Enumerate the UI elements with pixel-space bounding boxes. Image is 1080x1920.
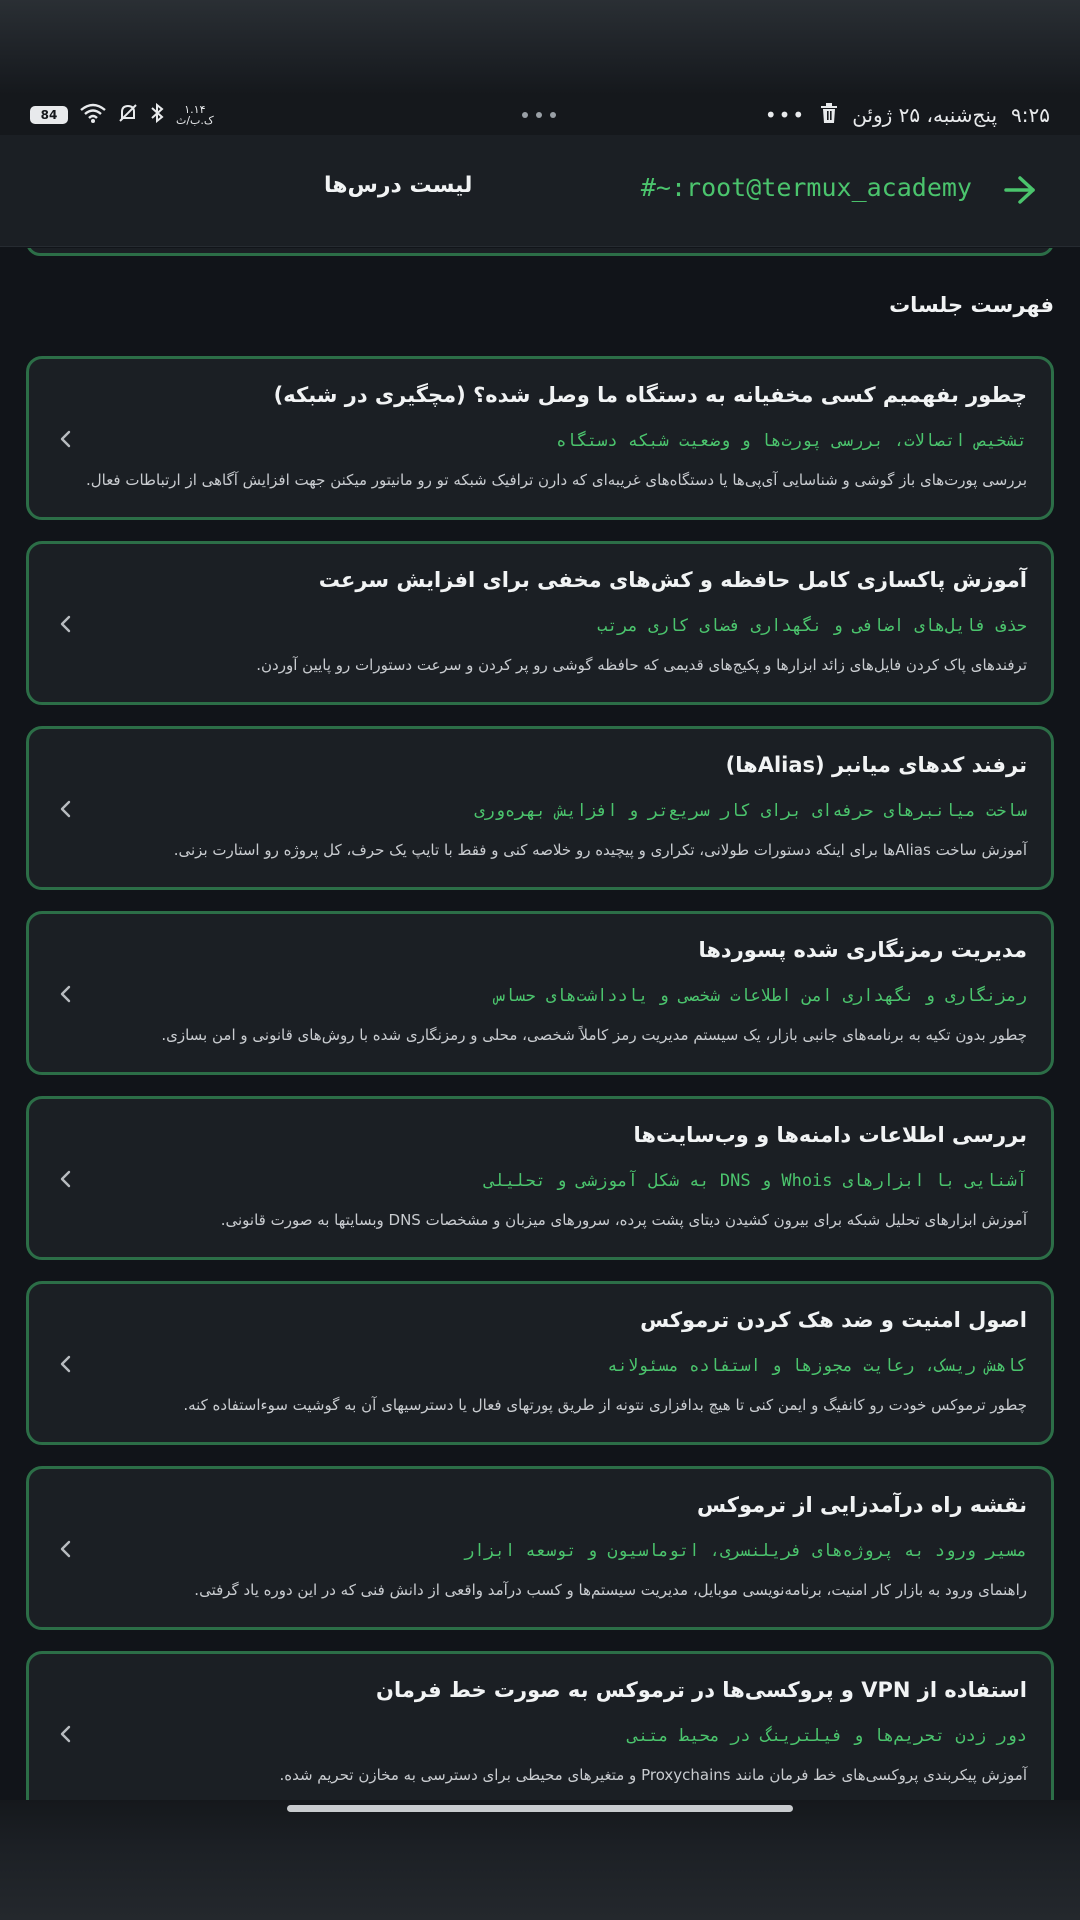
lesson-title: بررسی اطلاعات دامنه‌ها و وب‌سایت‌ها xyxy=(633,1123,1027,1147)
lesson-description: آموزش ابزارهای تحلیل شبکه برای بیرون کشیدن دیتای پشت پرده، سرورهای میزبان و مشخصات DNS وبسایتها به صورت قانونی. xyxy=(220,1211,1027,1229)
lesson-description: چطور ترموکس خودت رو کانفیگ و ایمن کنی تا هیچ بدافزاری نتونه از طریق پورتهای فعال یا دسترسیهای آن به گوشیت سوءاستفاده کنه. xyxy=(183,1396,1027,1414)
battery-indicator: 84 xyxy=(30,106,68,124)
page-title: لیست درس‌ها xyxy=(324,173,473,198)
lesson-card[interactable] xyxy=(26,1651,1054,1800)
lesson-title: آموزش پاکسازی کامل حافظه و کش‌های مخفی برای افزایش سرعت xyxy=(318,568,1027,592)
bluetooth-icon xyxy=(150,103,164,127)
chevron-left-icon xyxy=(55,982,77,1006)
status-bar xyxy=(0,95,1080,135)
lesson-card[interactable] xyxy=(26,541,1054,705)
app-brand: #~:root@termux_academy xyxy=(640,173,972,202)
chevron-left-icon xyxy=(55,1722,77,1746)
section-title: فهرست جلسات xyxy=(889,293,1054,317)
lesson-description: چطور بدون تکیه به برنامه‌های جانبی بازار، یک سیستم مدیریت رمز کاملاً شخصی، محلی و رمزنگاری شده با روش‌های قانونی و امن بسازی. xyxy=(161,1026,1027,1044)
chevron-left-icon xyxy=(55,1167,77,1191)
lesson-description: ترفندهای پاک کردن فایل‌های زائد ابزارها و پکیج‌های قدیمی که حافظه گوشی رو پر کردن و سرعت دستورات رو پایین آوردن. xyxy=(256,656,1027,674)
lesson-description: آموزش ساخت Aliasها برای اینکه دستورات طولانی، تکراری و پیچیده رو خلاصه کنی و فقط با تایپ یک حرف، کل پروژه رو استارت بزنی. xyxy=(173,841,1027,859)
status-right xyxy=(765,95,1050,135)
lesson-title: نقشه راه درآمدزایی از ترموکس xyxy=(697,1493,1027,1517)
status-left xyxy=(30,95,214,135)
lesson-subtitle: آشنایی با ابزارهای Whois و DNS به شکل آموزشی و تحلیلی xyxy=(484,1171,1027,1191)
lesson-subtitle: مسیر ورود به پروژه‌های فریلنسری، اتوماسیون و توسعه ابزار xyxy=(464,1541,1027,1561)
more-dots-icon: ••• xyxy=(764,103,807,127)
lesson-list-content[interactable] xyxy=(0,248,1080,1800)
lesson-title: ترفند کدهای میانبر (Aliasها) xyxy=(725,753,1027,777)
lesson-description: راهنمای ورود به بازار کار امنیت، برنامه‌نویسی موبایل، مدیریت سیستم‌ها و کسب درآمد واقعی از دانش فنی که در این دوره یاد گرفتی. xyxy=(194,1581,1027,1599)
chevron-left-icon xyxy=(55,797,77,821)
net-speed: ۱.۱۴ ک.ب/ث xyxy=(176,103,214,127)
lesson-card[interactable] xyxy=(26,1466,1054,1630)
trash-icon xyxy=(820,103,838,128)
previous-card-edge xyxy=(26,248,1054,256)
chevron-left-icon xyxy=(55,1537,77,1561)
chevron-left-icon xyxy=(55,427,77,451)
lesson-subtitle: کاهش ریسک، رعایت مجوزها و استفاده مسئولانه xyxy=(607,1356,1027,1376)
lesson-subtitle: رمزنگاری و نگهداری امن اطلاعات شخصی و یادداشت‌های حساس xyxy=(494,986,1027,1006)
lesson-title: مدیریت رمزنگاری شده پسوردها xyxy=(698,938,1027,962)
status-date: پنج‌شنبه، ۲۵ ژوئن xyxy=(852,103,998,127)
status-time: ۹:۲۵ xyxy=(1011,103,1050,127)
lesson-card[interactable] xyxy=(26,1096,1054,1260)
lesson-description: آموزش پیکربندی پروکسی‌های خط فرمان مانند Proxychains و متغیرهای محیطی برای دسترسی به مخازن تحریم شده. xyxy=(279,1766,1027,1784)
lesson-title: استفاده از VPN و پروکسی‌ها در ترموکس به صورت خط فرمان xyxy=(376,1678,1027,1702)
lesson-card[interactable] xyxy=(26,356,1054,520)
navigation-bar-area xyxy=(0,1800,1080,1920)
lesson-subtitle: تشخیص اتصالات، بررسی پورت‌ها و وضعیت شبکه دستگاه xyxy=(556,431,1027,451)
arrow-right-icon xyxy=(1004,175,1036,205)
lesson-subtitle: دور زدن تحریم‌ها و فیلترینگ در محیط متنی xyxy=(627,1726,1027,1746)
wifi-icon xyxy=(80,103,106,127)
lesson-description: بررسی پورت‌های باز گوشی و شناسایی آی‌پی‌ها یا دستگاه‌های غریبه‌ای که دارن ترافیک شبکه تو رو مانیتور میکنن جهت افزایش آگاهی از ارتباطات فعال. xyxy=(85,471,1027,489)
chevron-left-icon xyxy=(55,612,77,636)
lesson-subtitle: ساخت میانبرهای حرفه‌ای برای کار سریع‌تر و افزایش بهره‌وری xyxy=(474,801,1027,821)
lesson-card[interactable] xyxy=(26,726,1054,890)
lesson-title: اصول امنیت و ضد هک کردن ترموکس xyxy=(640,1308,1027,1332)
status-center-dots xyxy=(522,95,556,135)
app-bar xyxy=(0,135,1080,247)
back-button[interactable] xyxy=(1000,170,1040,210)
lesson-card[interactable] xyxy=(26,1281,1054,1445)
home-indicator[interactable] xyxy=(287,1805,793,1812)
bell-off-icon xyxy=(118,103,138,127)
top-blur-area xyxy=(0,0,1080,95)
lesson-subtitle: حذف فایل‌های اضافی و نگهداری فضای کاری مرتب xyxy=(597,616,1027,636)
chevron-left-icon xyxy=(55,1352,77,1376)
lesson-title: چطور بفهمیم کسی مخفیانه به دستگاه ما وصل شده؟ (مچگیری در شبکه) xyxy=(273,383,1027,407)
lesson-card[interactable] xyxy=(26,911,1054,1075)
